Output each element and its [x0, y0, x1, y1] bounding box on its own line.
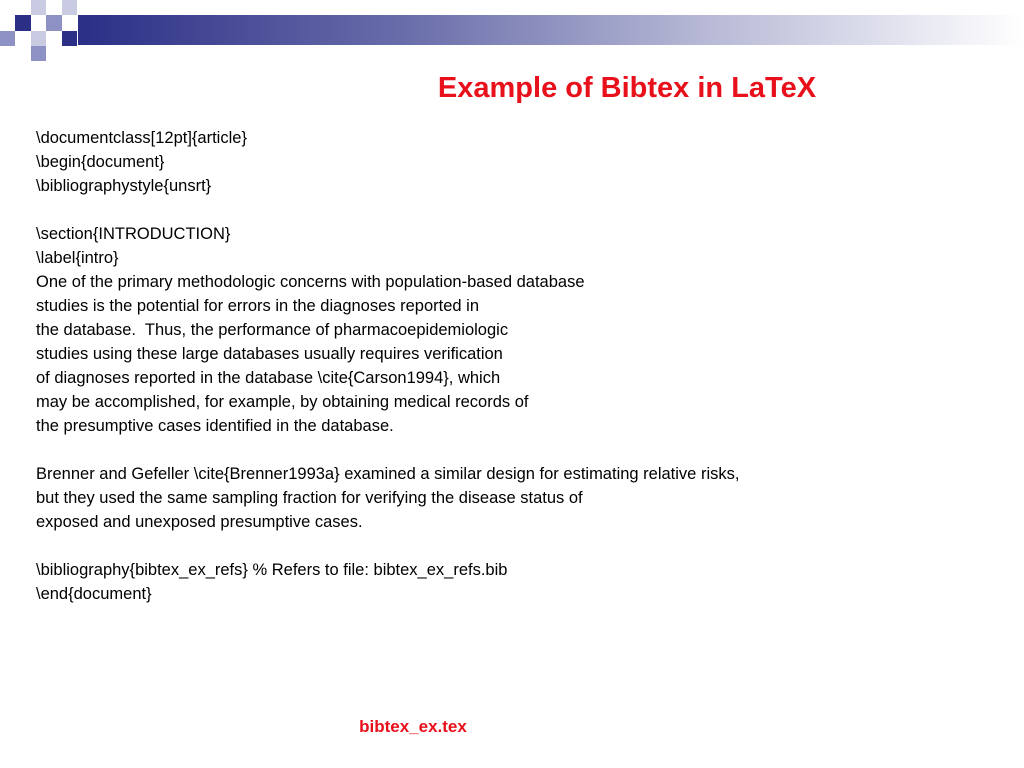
file-name-caption: bibtex_ex.tex: [359, 717, 467, 736]
slide-title: Example of Bibtex in LaTeX: [437, 72, 817, 104]
decorative-square: [62, 0, 77, 15]
code-line: studies is the potential for errors in the diagnoses reported in: [36, 297, 480, 315]
code-line: \documentclass[12pt]{article}: [36, 129, 247, 147]
code-line: One of the primary methodologic concerns with population-based database: [36, 273, 585, 291]
code-line: \section{INTRODUCTION}: [36, 225, 231, 243]
decorative-square: [31, 46, 46, 61]
code-line: \end{document}: [36, 585, 152, 603]
code-line: the presumptive cases identified in the database.: [36, 417, 394, 435]
decorative-square: [31, 0, 46, 15]
code-line: [36, 534, 996, 558]
code-line: may be accomplished, for example, by obtaining medical records of: [36, 393, 529, 411]
code-line: \label{intro}: [36, 249, 119, 267]
code-line: Brenner and Gefeller \cite{Brenner1993a} examined a similar design for estimating relative risks,: [36, 465, 740, 483]
code-line: studies using these large databases usually requires verification: [36, 345, 503, 363]
code-line: [36, 438, 996, 462]
header-gradient-bar: [78, 15, 1024, 45]
code-line: \bibliographystyle{unsrt}: [36, 177, 212, 195]
decorative-square: [31, 31, 46, 46]
latex-source-block: [36, 126, 996, 606]
code-line: of diagnoses reported in the database \cite{Carson1994}, which: [36, 369, 501, 387]
decorative-square: [15, 15, 31, 31]
code-line: exposed and unexposed presumptive cases.: [36, 513, 363, 531]
code-line: but they used the same sampling fraction for verifying the disease status of: [36, 489, 583, 507]
code-line: \bibliography{bibtex_ex_refs} % Refers to file: bibtex_ex_refs.bib: [36, 561, 508, 579]
decorative-square: [62, 31, 77, 46]
code-line: the database. Thus, the performance of pharmacoepidemiologic: [36, 321, 509, 339]
decorative-square: [46, 15, 62, 31]
decorative-square: [0, 31, 15, 46]
code-line: \begin{document}: [36, 153, 165, 171]
code-line: [36, 198, 996, 222]
